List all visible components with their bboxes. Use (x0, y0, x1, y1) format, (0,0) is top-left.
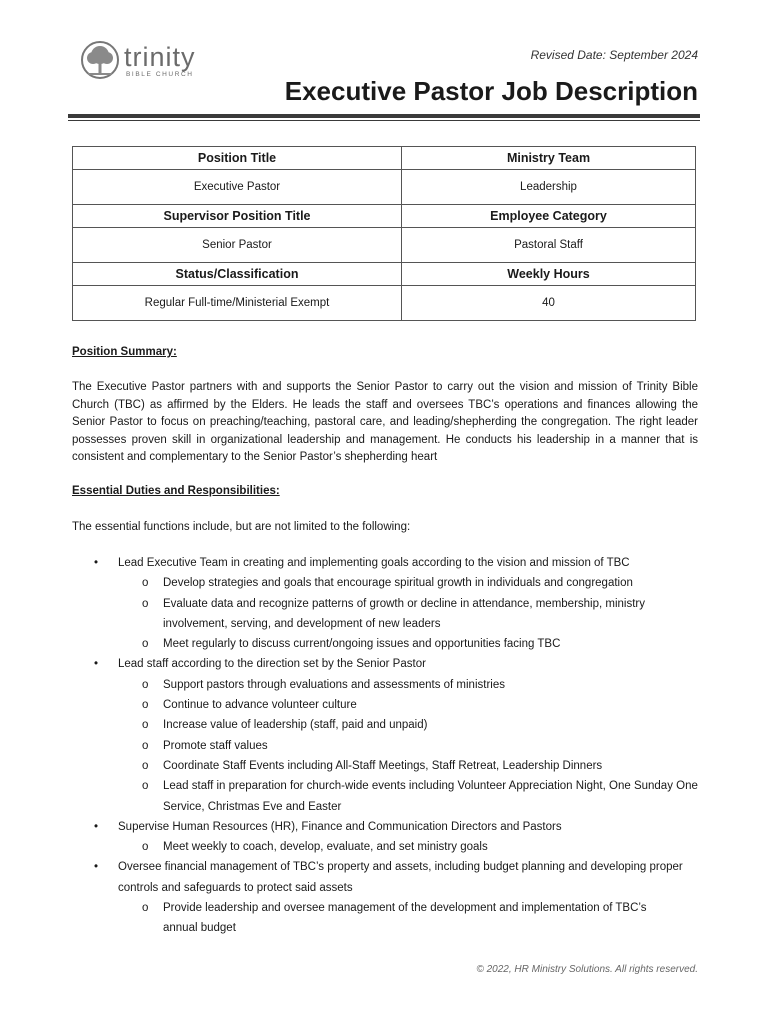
table-value-cell: Pastoral Staff (402, 228, 696, 263)
sub-list-item (72, 736, 698, 756)
list-item (72, 654, 698, 674)
position-summary-text: The Executive Pastor partners with and supports the Senior Pastor to carry out the vision and mission of Trinity Bible Church (TBC) as affirmed by the Elders. He leads the staff and oversees TBC’s operations and finances allowing the Senior Pastor to focus on preaching/teaching, pastoral care, and leading/shepherding the congregation. The right leader possesses proven skill in organizational leadership and management. He conducts his leadership in a manner that is consistent and complementary to the Senior Pastor’s shepherding heart (72, 381, 698, 463)
logo-subtitle: BIBLE CHURCH (126, 71, 194, 78)
circle-bullet-icon: o (142, 678, 149, 691)
table-value-cell: Leadership (402, 170, 696, 205)
table-header-row (73, 263, 696, 286)
sub-list-item (72, 898, 698, 939)
list-item (72, 857, 698, 898)
table-header-cell: Position Title (73, 147, 402, 170)
sub-list-item (72, 715, 698, 735)
table-header-cell: Employee Category (402, 205, 696, 228)
circle-bullet-icon: o (142, 902, 149, 915)
sub-item-text: Lead staff in preparation for church-wide events including Volunteer Appreciation Night, One Sunday One Service, Christmas Eve and Easter (163, 780, 698, 813)
circle-bullet-icon: o (142, 577, 149, 590)
circle-bullet-icon: o (142, 841, 149, 854)
table-header-cell: Weekly Hours (402, 263, 696, 286)
sub-item-text: Increase value of leadership (staff, paid and unpaid) (163, 719, 428, 732)
list-item-text: Lead staff according to the direction set by the Senior Pastor (118, 658, 426, 671)
circle-bullet-icon: o (142, 638, 149, 651)
table-value-row (73, 228, 696, 263)
table-value-cell: Senior Pastor (73, 228, 402, 263)
duties-intro: The essential functions include, but are not limited to the following: (72, 521, 411, 533)
page-title: Executive Pastor Job Description (284, 76, 698, 106)
title-divider (68, 114, 700, 118)
table-header-cell: Supervisor Position Title (73, 205, 402, 228)
section-heading: Position Summary: (72, 346, 177, 358)
position-info-table (72, 146, 696, 321)
table-header-cell: Status/Classification (73, 263, 402, 286)
sub-list-item (72, 675, 698, 695)
table-header-row (73, 147, 696, 170)
table-value-cell: Regular Full-time/Ministerial Exempt (73, 286, 402, 321)
sub-list-item (72, 756, 698, 776)
circle-bullet-icon: o (142, 759, 149, 772)
bullet-icon: • (94, 557, 99, 569)
sub-list-item (72, 695, 698, 715)
sub-list-item (72, 573, 698, 593)
sub-list-item (72, 634, 698, 654)
sub-item-text: Meet regularly to discuss current/ongoing issues and opportunities facing TBC (163, 638, 561, 651)
sub-item-text: Continue to advance volunteer culture (163, 699, 357, 712)
revised-date: Revised Date: September 2024 (530, 48, 698, 62)
circle-bullet-icon: o (142, 597, 149, 610)
sub-list-item (72, 594, 698, 635)
list-item-text: Oversee financial management of TBC’s property and assets, including budget planning and developing proper controls and safeguards to protect said assets (118, 861, 683, 894)
sub-item-text: Provide leadership and oversee management of the development and implementation of TBC’s annual budget (163, 902, 647, 935)
copyright-footer: © 2022, HR Ministry Solutions. All rights reserved. (476, 964, 698, 975)
circle-bullet-icon: o (142, 719, 149, 732)
title-divider-thin (68, 120, 700, 121)
table-value-row (73, 286, 696, 321)
sub-list-item (72, 837, 698, 857)
list-item (72, 553, 698, 573)
circle-bullet-icon: o (142, 739, 149, 752)
sub-item-text: Meet weekly to coach, develop, evaluate, and set ministry goals (163, 841, 488, 854)
sub-list-item (72, 776, 698, 817)
sub-item-text: Coordinate Staff Events including All-Staff Meetings, Staff Retreat, Leadership Dinners (163, 759, 603, 772)
duties-list (72, 553, 698, 939)
sub-item-text: Support pastors through evaluations and assessments of ministries (163, 678, 505, 691)
bullet-icon: • (94, 658, 99, 671)
list-item-text: Supervise Human Resources (HR), Finance and Communication Directors and Pastors (118, 820, 562, 833)
list-item (72, 817, 698, 837)
table-value-cell: 40 (402, 286, 696, 321)
sub-item-text: Promote staff values (163, 739, 268, 752)
position-summary-heading (72, 344, 698, 362)
bullet-icon: • (94, 820, 99, 833)
sub-item-text: Evaluate data and recognize patterns of growth or decline in attendance, membership, ministry involvement, serving, and development of new leaders (163, 597, 645, 630)
table-value-row (73, 170, 696, 205)
table-header-row (73, 205, 696, 228)
bullet-icon: • (94, 861, 99, 874)
table-header-cell: Ministry Team (402, 147, 696, 170)
logo-wordmark: trinity (124, 42, 196, 72)
church-logo (80, 40, 210, 84)
sub-item-text: Develop strategies and goals that encourage spiritual growth in individuals and congregation (163, 577, 633, 590)
duties-heading (72, 483, 698, 501)
table-value-cell: Executive Pastor (73, 170, 402, 205)
tree-icon (80, 40, 120, 80)
section-heading: Essential Duties and Responsibilities: (72, 485, 280, 497)
circle-bullet-icon: o (142, 780, 149, 793)
list-item-text: Lead Executive Team in creating and implementing goals according to the vision and mission of TBC (118, 557, 630, 569)
circle-bullet-icon: o (142, 699, 149, 712)
